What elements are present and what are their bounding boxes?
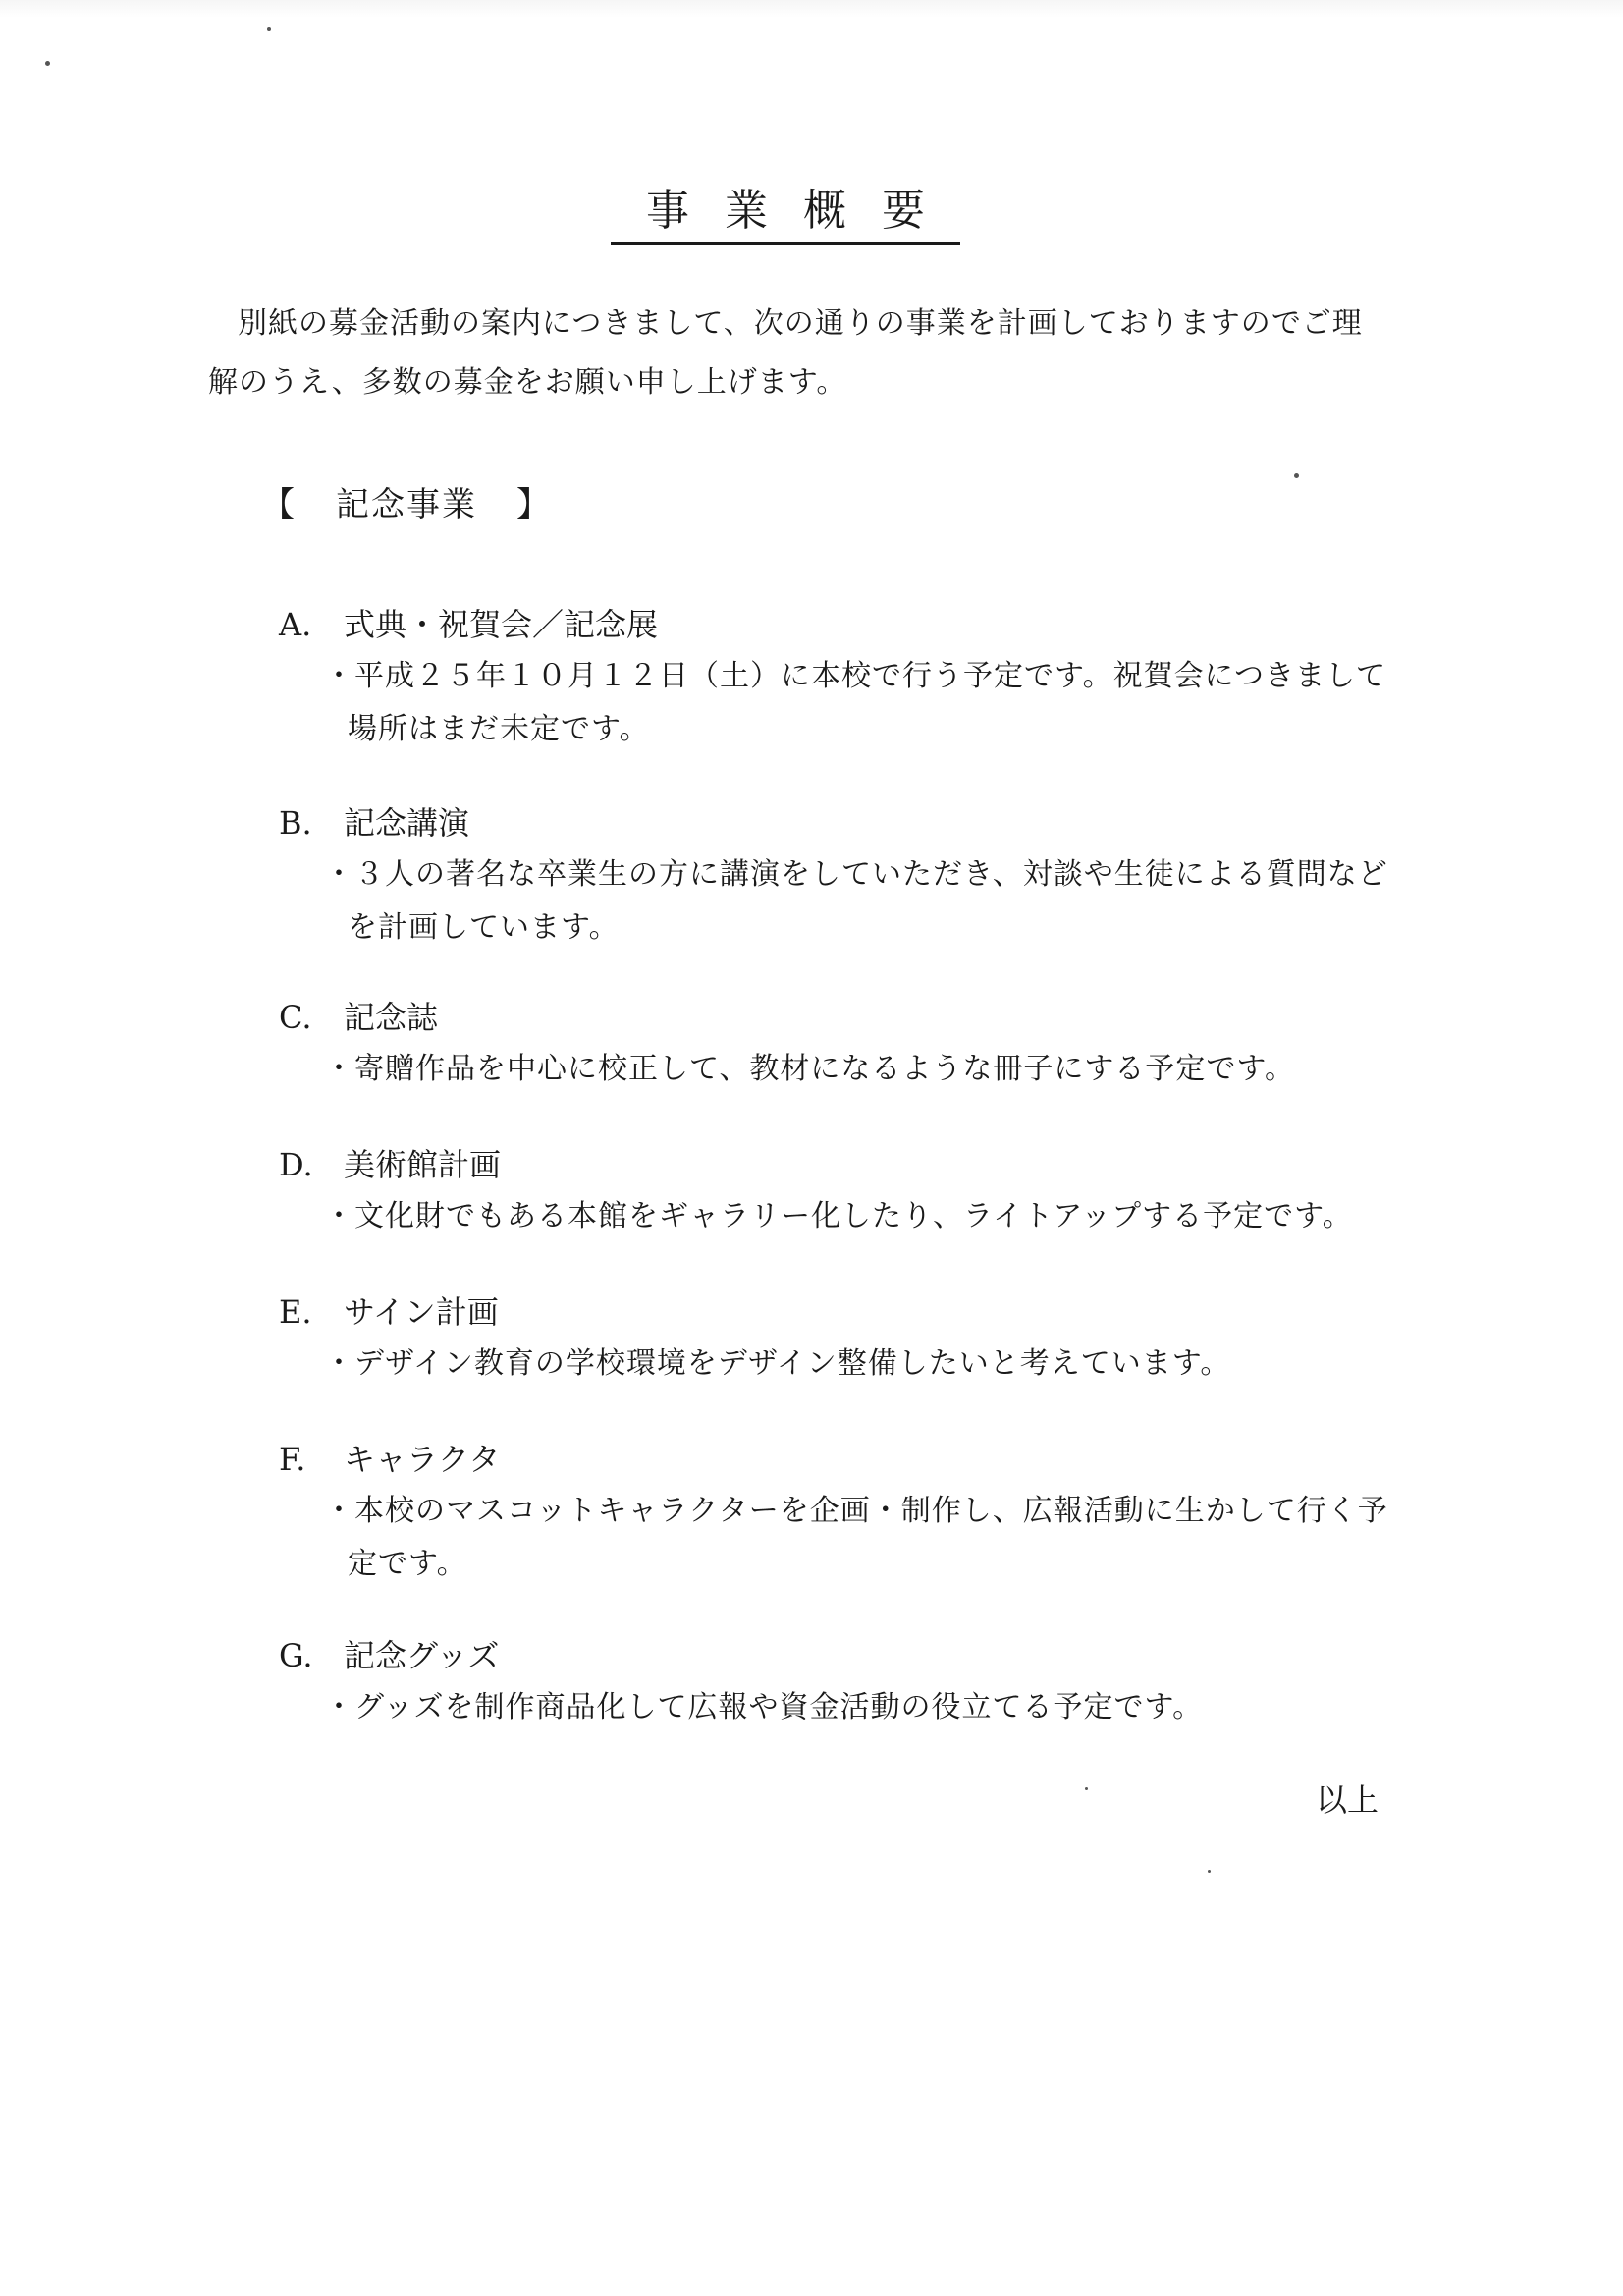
- section-heading: [261, 477, 552, 525]
- item-description: ・平成２５年１０月１２日（土）に本校で行う予定です。祝賀会につきまして場所はまだ未定です。: [324, 659, 1386, 746]
- item-letter: B.: [279, 804, 312, 842]
- item-title: 美術館計画: [344, 1146, 502, 1183]
- list-item: [279, 1286, 1388, 1391]
- scan-speck: [1208, 1870, 1211, 1873]
- list-item: [279, 797, 1388, 955]
- list-item: [279, 1434, 1388, 1591]
- section-heading-label: 記念事業: [336, 485, 477, 524]
- scan-speck: [1294, 473, 1299, 478]
- list-item: [279, 1139, 1388, 1243]
- item-letter: G.: [279, 1637, 313, 1674]
- item-letter: D.: [279, 1146, 313, 1183]
- item-description: ・本校のマスコットキャラクターを企画・制作し、広報活動に生かして行く予定です。: [324, 1494, 1388, 1581]
- item-heading: [279, 1139, 1388, 1190]
- intro-line-2: でご理解のうえ、多数の募金をお願い申し上げます。: [208, 306, 1363, 400]
- list-item: [279, 599, 1388, 756]
- item-description: ・３人の著名な卒業生の方に講演をしていただき、対談や生徒による質問などを計画しています。: [324, 857, 1388, 945]
- item-heading: [279, 992, 1388, 1043]
- document-title-text: 事業概要: [611, 186, 960, 245]
- item-title: 記念グッズ: [344, 1637, 500, 1674]
- list-item: [279, 1630, 1388, 1734]
- intro-paragraph: [208, 295, 1377, 412]
- bracket-close: 】: [516, 485, 552, 524]
- item-letter: E.: [279, 1293, 312, 1331]
- item-title: 式典・祝賀会／記念展: [344, 606, 659, 643]
- closing-mark: 以上: [1316, 1781, 1380, 1819]
- item-letter: A.: [279, 606, 312, 643]
- item-heading: [279, 1434, 1388, 1485]
- intro-line-1: 別紙の募金活動の案内につきまして、次の通りの事業を計画しておりますの: [238, 306, 1271, 341]
- scan-speck: [45, 61, 50, 66]
- scan-speck: [267, 27, 271, 31]
- item-description: ・グッズを制作商品化して広報や資金活動の役立てる予定です。: [324, 1690, 1204, 1724]
- item-title: サイン計画: [344, 1293, 499, 1331]
- item-heading: [279, 599, 1388, 650]
- item-letter: C.: [279, 999, 312, 1036]
- item-title: キャラクタ: [344, 1441, 501, 1478]
- item-title: 記念講演: [344, 804, 470, 842]
- item-description: ・寄贈作品を中心に校正して、教材になるような冊子にする予定です。: [324, 1052, 1295, 1086]
- document-title: [0, 175, 1571, 238]
- item-heading: [279, 1286, 1388, 1338]
- item-description: ・デザイン教育の学校環境をデザイン整備したいと考えています。: [324, 1346, 1231, 1381]
- item-description: ・文化財でもある本館をギャラリー化したり、ライトアップする予定です。: [324, 1199, 1353, 1233]
- scan-speck: [1085, 1787, 1088, 1790]
- item-title: 記念誌: [344, 999, 439, 1036]
- bracket-open: 【: [261, 485, 297, 524]
- list-item: [279, 992, 1388, 1096]
- item-heading: [279, 797, 1388, 848]
- item-heading: [279, 1630, 1388, 1681]
- item-letter: F.: [279, 1441, 306, 1478]
